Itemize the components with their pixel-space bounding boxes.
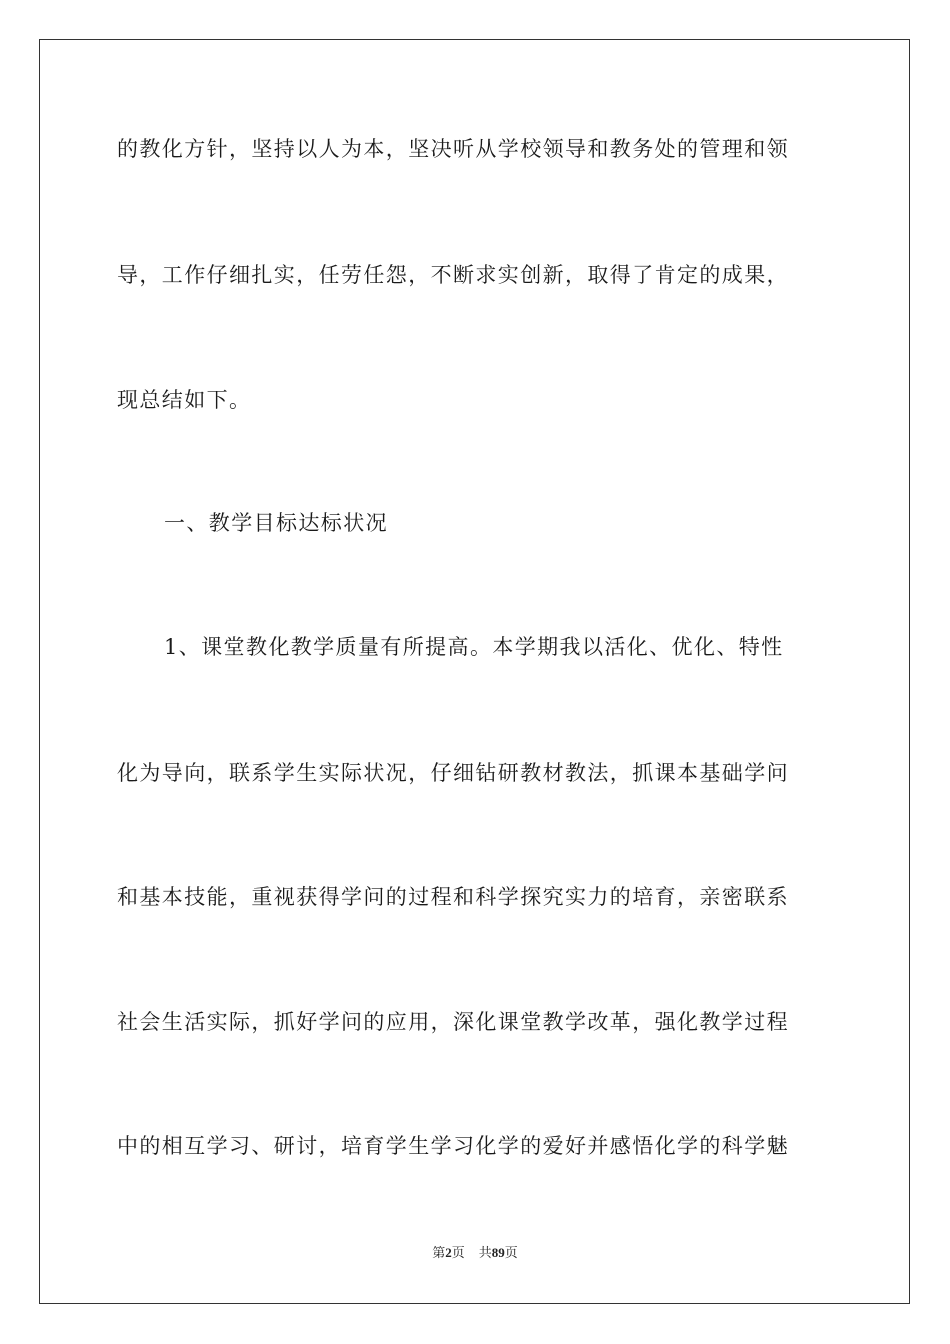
page-suffix: 页 bbox=[451, 1246, 465, 1261]
body-text-line-1: 的教化方针，坚持以人为本，坚决听从学校领导和教务处的管理和领 bbox=[117, 137, 789, 161]
total-prefix: 共 bbox=[478, 1246, 492, 1261]
body-text-line-7: 和基本技能，重视获得学问的过程和科学探究实力的培育，亲密联系 bbox=[117, 885, 789, 909]
total-pages: 89 bbox=[491, 1245, 505, 1260]
section-heading: 一、教学目标达标状况 bbox=[164, 511, 388, 535]
body-text-line-6: 化为导向，联系学生实际状况，仔细钻研教材教法，抓课本基础学问 bbox=[117, 761, 789, 785]
body-text-line-9: 中的相互学习、研讨，培育学生学习化学的爱好并感悟化学的科学魅 bbox=[117, 1134, 789, 1158]
page-border bbox=[39, 39, 910, 1304]
page-footer bbox=[0, 1244, 950, 1263]
page-prefix: 第 bbox=[432, 1246, 446, 1261]
body-text-line-2: 导，工作仔细扎实，任劳任怨，不断求实创新，取得了肯定的成果， bbox=[117, 263, 789, 287]
body-text-line-8: 社会生活实际，抓好学问的应用，深化课堂教学改革，强化教学过程 bbox=[117, 1010, 789, 1034]
total-suffix: 页 bbox=[504, 1246, 518, 1261]
body-text-line-3: 现总结如下。 bbox=[117, 388, 252, 412]
page-number: 2 bbox=[445, 1245, 452, 1260]
body-text-line-5: 1、课堂教化教学质量有所提高。本学期我以活化、优化、特性 bbox=[164, 635, 784, 659]
